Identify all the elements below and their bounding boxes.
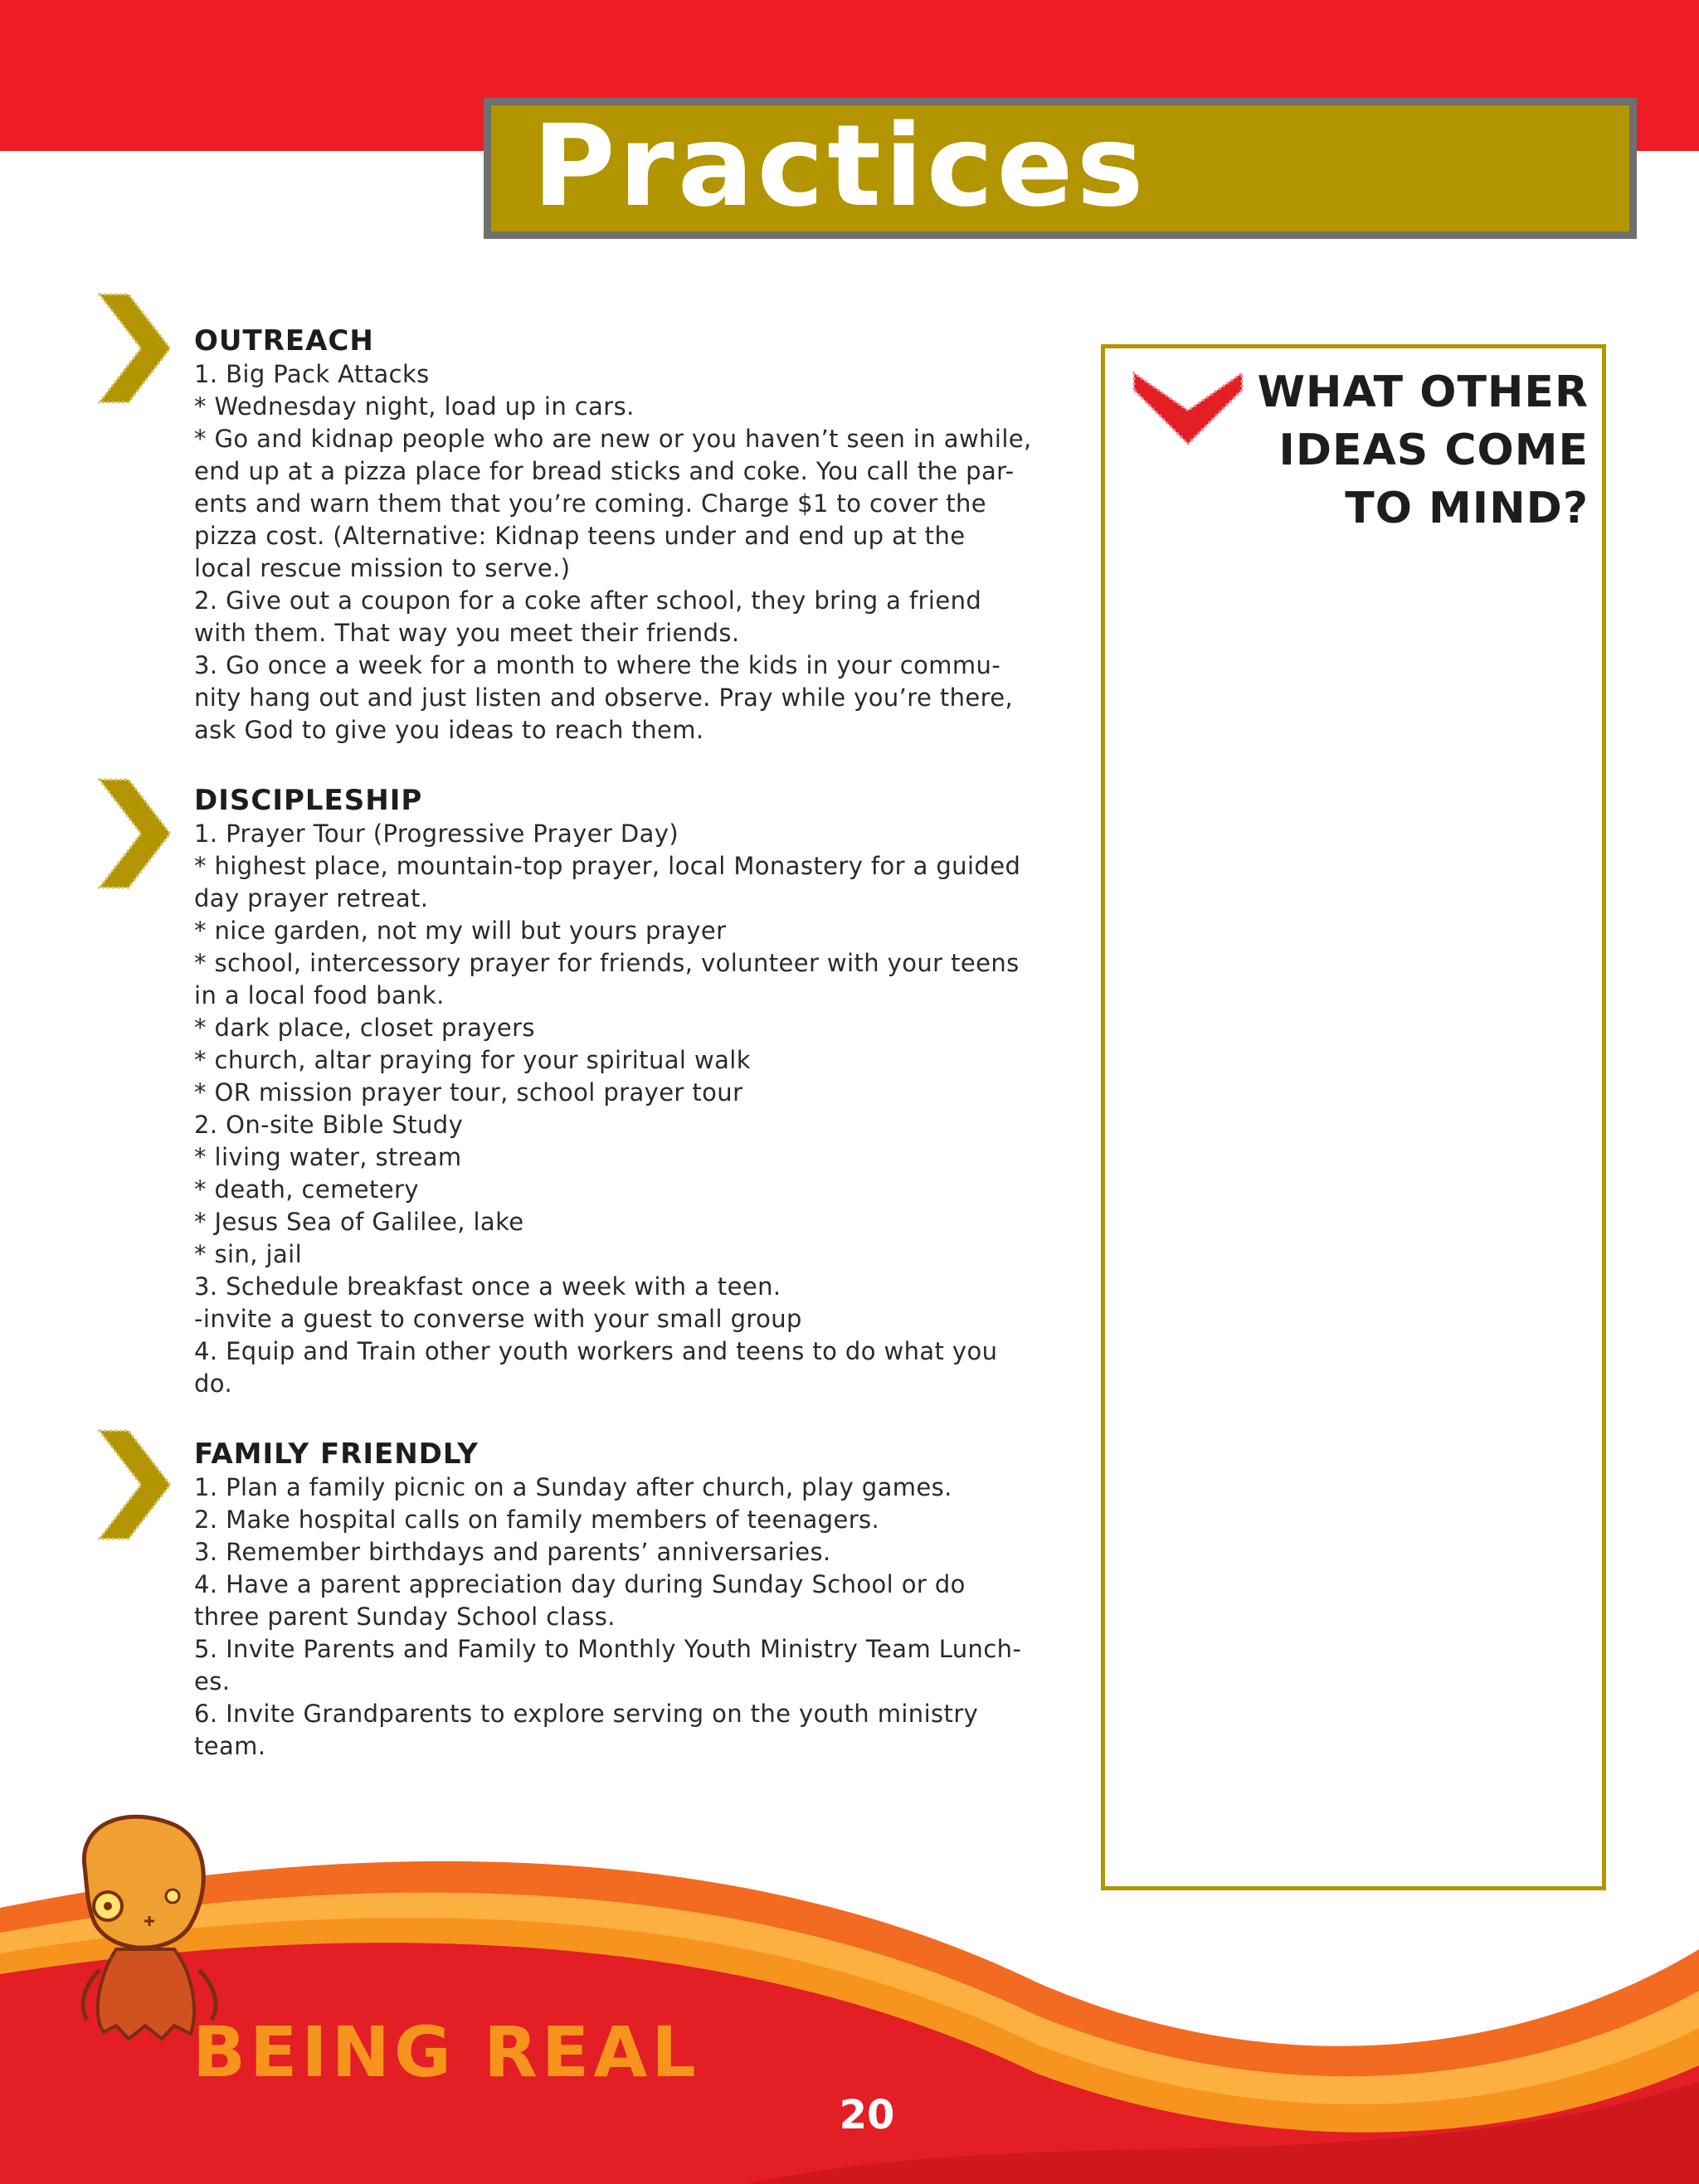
section-discipleship	[194, 783, 1067, 1400]
ideas-title-line: TO MIND?	[1345, 484, 1589, 533]
text-line: 3. Schedule breakfast once a week with a teen.	[194, 1272, 781, 1301]
text-line: * sin, jail	[194, 1240, 303, 1268]
text-line: 1. Prayer Tour (Progressive Prayer Day)	[194, 820, 679, 848]
text-line: * Wednesday night, load up in cars.	[194, 392, 635, 421]
chevron-right-icon	[95, 1427, 174, 1543]
text-line: es.	[194, 1667, 231, 1695]
section-heading: FAMILY FRIENDLY	[194, 1437, 479, 1471]
page-number: 20	[839, 2092, 895, 2138]
ideas-box	[1101, 344, 1606, 1890]
ideas-title	[1258, 363, 1589, 537]
text-line: -invite a guest to converse with your small group	[194, 1305, 802, 1333]
text-line: local rescue mission to serve.)	[194, 554, 571, 582]
text-line: end up at a pizza place for bread sticks and coke. You call the par-	[194, 457, 1015, 485]
section-heading: DISCIPLESHIP	[194, 784, 423, 817]
text-line: nity hang out and just listen and observe. Pray while you’re there,	[194, 683, 1014, 712]
text-line: ents and warn them that you’re coming. Charge $1 to cover the	[194, 489, 986, 518]
text-line: 4. Have a parent appreciation day during Sunday School or do	[194, 1570, 966, 1598]
page-title: Practices	[533, 101, 1147, 232]
ideas-title-line: IDEAS COME	[1278, 426, 1589, 475]
text-line: * school, intercessory prayer for friends, volunteer with your teens	[194, 949, 1020, 977]
section-outreach	[194, 323, 1067, 747]
chevron-right-icon	[95, 776, 174, 892]
section-heading: OUTREACH	[194, 324, 374, 358]
text-line: * Go and kidnap people who are new or you haven’t seen in awhile,	[194, 425, 1032, 453]
text-line: 3. Remember birthdays and parents’ anniversaries.	[194, 1538, 831, 1566]
text-line: in a local food bank.	[194, 981, 445, 1009]
text-line: * Jesus Sea of Galilee, lake	[194, 1208, 524, 1236]
text-line: three parent Sunday School class.	[194, 1603, 616, 1631]
text-line: * nice garden, not my will but yours prayer	[194, 917, 727, 945]
page-title-box	[484, 98, 1637, 239]
text-line: 4. Equip and Train other youth workers and teens to do what you	[194, 1337, 998, 1365]
text-line: * living water, stream	[194, 1143, 462, 1171]
footer-brand: BEING REAL	[192, 2011, 700, 2093]
text-line: * dark place, closet prayers	[194, 1014, 535, 1042]
section-family-friendly	[194, 1437, 1067, 1763]
text-line: 6. Invite Grandparents to explore serving on the youth ministry	[194, 1700, 979, 1728]
text-line: * OR mission prayer tour, school prayer tour	[194, 1078, 743, 1107]
text-line: 3. Go once a week for a month to where the kids in your commu-	[194, 651, 1001, 679]
text-line: * highest place, mountain-top prayer, local Monastery for a guided	[194, 852, 1021, 880]
text-line: with them. That way you meet their friends.	[194, 619, 740, 647]
chevron-right-icon	[95, 290, 174, 406]
text-line: 1. Big Pack Attacks	[194, 360, 430, 388]
chevron-down-icon	[1130, 369, 1246, 448]
text-line: 2. Make hospital calls on family members of teenagers.	[194, 1505, 880, 1534]
text-line: ask God to give you ideas to reach them.	[194, 716, 704, 744]
text-line: day prayer retreat.	[194, 884, 429, 912]
text-line: * church, altar praying for your spiritual walk	[194, 1046, 751, 1074]
text-line: 2. Give out a coupon for a coke after school, they bring a friend	[194, 586, 982, 615]
text-line: 5. Invite Parents and Family to Monthly Youth Ministry Team Lunch-	[194, 1635, 1022, 1663]
text-line: 1. Plan a family picnic on a Sunday after church, play games.	[194, 1473, 952, 1501]
text-line: pizza cost. (Alternative: Kidnap teens under and end up at the	[194, 522, 966, 550]
text-line: do.	[194, 1369, 233, 1398]
text-line: * death, cemetery	[194, 1175, 419, 1204]
ideas-title-line: WHAT OTHER	[1257, 367, 1589, 417]
text-line: 2. On-site Bible Study	[194, 1111, 464, 1139]
text-line: team.	[194, 1732, 266, 1760]
